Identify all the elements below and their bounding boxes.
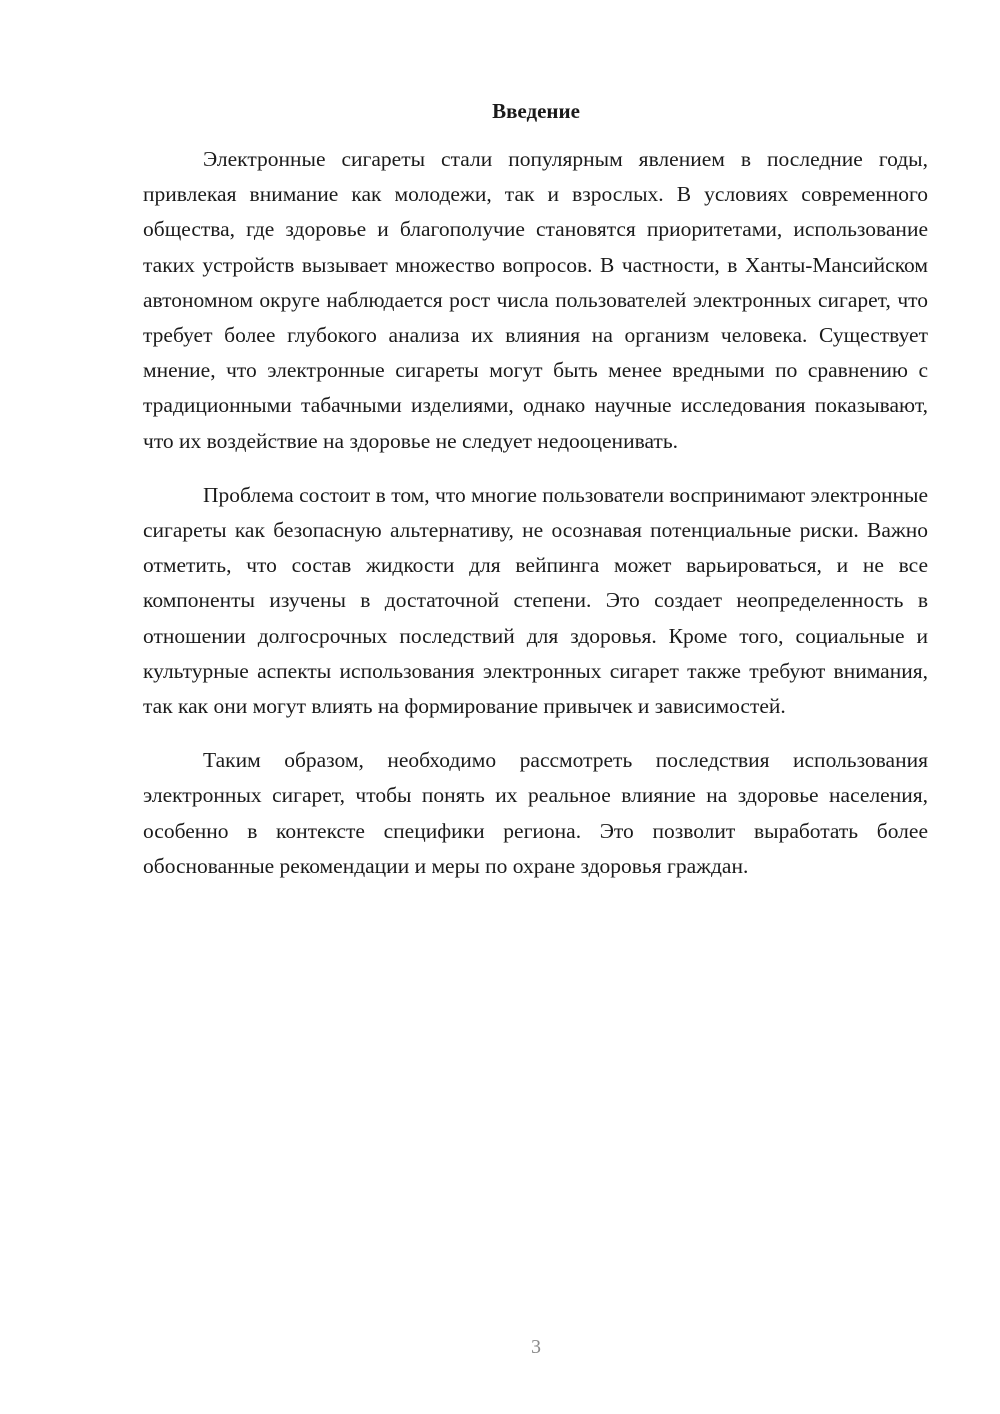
section-heading: Введение <box>492 99 580 123</box>
paragraph-1: Электронные сигареты стали популярным явлением в последние годы, привлекая внимание как молодежи, так и взрослых. В условиях современного общества, где здоровье и благополучие становятся приоритетами, использование таких устройств вызывает множество вопросов. В частности, в Ханты-Мансийском автономном округе наблюдается рост числа пользователей электронных сигарет, что требует более глубокого анализа их влияния на организм человека. Существует мнение, что электронные сигареты могут быть менее вредными по сравнению с традиционными табачными изделиями, однако научные исследования показывают, что их воздействие на здоровье не следует недооценивать. <box>143 147 928 453</box>
body-text <box>143 142 928 903</box>
paragraph-3: Таким образом, необходимо рассмотреть последствия использования электронных сигарет, чтобы понять их реальное влияние на здоровье населения, особенно в контексте специфики региона. Это позволит выработать более обоснованные рекомендации и меры по охране здоровья граждан. <box>143 748 928 878</box>
page-number: 3 <box>531 1336 541 1358</box>
paragraph-2: Проблема состоит в том, что многие пользователи воспринимают электронные сигареты как безопасную альтернативу, не осознавая потенциальные риски. Важно отметить, что состав жидкости для вейпинга может варьироваться, и не все компоненты изучены в достаточной степени. Это создает неопределенность в отношении долгосрочных последствий для здоровья. Кроме того, социальные и культурные аспекты использования электронных сигарет также требуют внимания, так как они могут влиять на формирование привычек и зависимостей. <box>143 482 928 719</box>
